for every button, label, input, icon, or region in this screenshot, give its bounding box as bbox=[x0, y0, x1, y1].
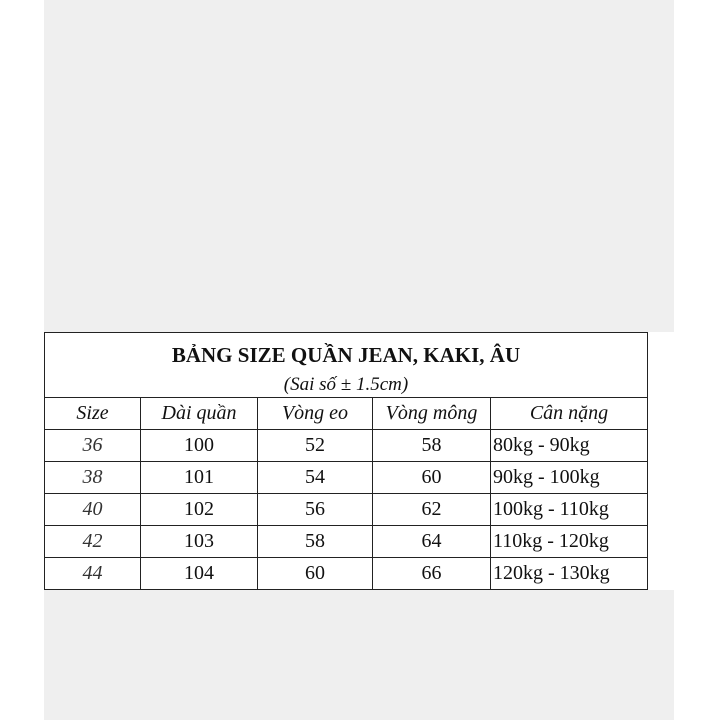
header-waist: Vòng eo bbox=[258, 398, 373, 430]
cell-waist: 56 bbox=[258, 494, 373, 526]
title-row bbox=[45, 333, 648, 374]
cell-waist: 58 bbox=[258, 526, 373, 558]
cell-hip: 66 bbox=[373, 558, 491, 590]
table-row bbox=[45, 558, 648, 590]
cell-size: 42 bbox=[45, 526, 141, 558]
table-row bbox=[45, 494, 648, 526]
cell-length: 104 bbox=[141, 558, 258, 590]
cell-hip: 60 bbox=[373, 462, 491, 494]
cell-size: 40 bbox=[45, 494, 141, 526]
header-length: Dài quần bbox=[141, 398, 258, 430]
table-row bbox=[45, 430, 648, 462]
header-weight: Cân nặng bbox=[491, 398, 648, 430]
table-row bbox=[45, 462, 648, 494]
cell-hip: 62 bbox=[373, 494, 491, 526]
table-row bbox=[45, 526, 648, 558]
table-title: BẢNG SIZE QUẦN JEAN, KAKI, ÂU bbox=[45, 333, 648, 374]
cell-weight: 110kg - 120kg bbox=[491, 526, 648, 558]
cell-weight: 90kg - 100kg bbox=[491, 462, 648, 494]
table-subtitle: (Sai số ± 1.5cm) bbox=[45, 373, 648, 398]
cell-waist: 54 bbox=[258, 462, 373, 494]
cell-length: 101 bbox=[141, 462, 258, 494]
header-size: Size bbox=[45, 398, 141, 430]
cell-size: 36 bbox=[45, 430, 141, 462]
cell-size: 38 bbox=[45, 462, 141, 494]
cell-waist: 52 bbox=[258, 430, 373, 462]
right-margin bbox=[674, 0, 720, 720]
cell-hip: 58 bbox=[373, 430, 491, 462]
header-hip: Vòng mông bbox=[373, 398, 491, 430]
cell-waist: 60 bbox=[258, 558, 373, 590]
cell-size: 44 bbox=[45, 558, 141, 590]
header-row bbox=[45, 398, 648, 430]
cell-length: 102 bbox=[141, 494, 258, 526]
cell-length: 103 bbox=[141, 526, 258, 558]
cell-hip: 64 bbox=[373, 526, 491, 558]
size-chart-table bbox=[44, 332, 648, 590]
subtitle-row bbox=[45, 373, 648, 398]
left-margin bbox=[0, 0, 44, 720]
cell-weight: 120kg - 130kg bbox=[491, 558, 648, 590]
cell-weight: 80kg - 90kg bbox=[491, 430, 648, 462]
cell-length: 100 bbox=[141, 430, 258, 462]
cell-weight: 100kg - 110kg bbox=[491, 494, 648, 526]
